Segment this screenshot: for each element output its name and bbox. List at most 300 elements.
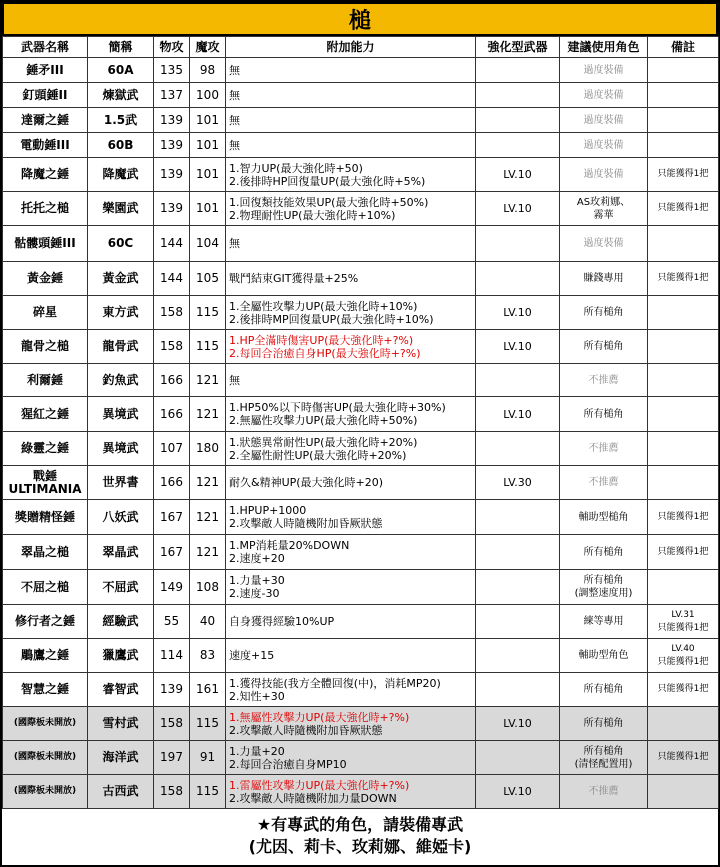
enhanced-level: LV.10 <box>476 775 560 809</box>
ability <box>226 58 476 83</box>
mag-atk: 121 <box>190 535 226 570</box>
mag-atk: 100 <box>190 83 226 108</box>
weapon-name-line: 骷髏頭錘III <box>14 236 76 250</box>
weapon-name <box>3 500 88 535</box>
ability <box>226 570 476 605</box>
mag-atk: 91 <box>190 741 226 775</box>
note-line: 只能獲得1把 <box>657 203 709 213</box>
note-line: 只能獲得1把 <box>657 546 709 557</box>
ability-line: 1.MP消耗量20%DOWN <box>229 539 350 552</box>
mag-atk: 115 <box>190 707 226 741</box>
footer-note <box>2 809 718 863</box>
enhanced-level <box>476 133 560 158</box>
weapon-name <box>3 639 88 673</box>
recommended-line: 過度裝備 <box>583 169 624 180</box>
recommended <box>560 296 648 330</box>
ability-line: 無 <box>229 373 240 387</box>
weapon-name <box>3 364 88 397</box>
weapon-name <box>3 226 88 262</box>
ability <box>226 364 476 397</box>
header-abbr: 簡稱 <box>88 37 154 58</box>
weapon-name-line: 黃金錘 <box>26 271 63 285</box>
ability-line: 2.速度+20 <box>229 552 285 565</box>
weapon-abbr: 1.5武 <box>88 108 154 133</box>
ability <box>226 330 476 364</box>
recommended <box>560 58 648 83</box>
note <box>648 775 719 809</box>
phys-atk: 137 <box>154 83 190 108</box>
ability-line: 1.力量+30 <box>229 574 285 587</box>
ability <box>226 158 476 192</box>
phys-atk: 139 <box>154 133 190 158</box>
recommended <box>560 192 648 226</box>
table-row <box>3 296 719 330</box>
recommended-line: 不推薦 <box>588 477 619 488</box>
weapon-abbr: 雪村武 <box>88 707 154 741</box>
note <box>648 108 719 133</box>
ability <box>226 605 476 639</box>
ability-line: 2.每回合治癒自身MP10 <box>229 757 347 771</box>
header-enhanced: 強化型武器 <box>476 37 560 58</box>
table-row <box>3 83 719 108</box>
weapon-name <box>3 605 88 639</box>
recommended <box>560 775 648 809</box>
phys-atk: 167 <box>154 500 190 535</box>
enhanced-level <box>476 535 560 570</box>
ability-line: 速度+15 <box>229 649 275 662</box>
ability-line: 自身獲得經驗10%UP <box>229 615 335 628</box>
weapon-abbr: 龍骨武 <box>88 330 154 364</box>
note <box>648 226 719 262</box>
ability-line: 2.攻擊敵人時隨機附加力量DOWN <box>229 791 397 805</box>
note <box>648 535 719 570</box>
ability-line: 2.物理耐性UP(最大強化時+10%) <box>229 208 396 222</box>
weapon-name <box>3 133 88 158</box>
enhanced-level <box>476 500 560 535</box>
recommended <box>560 262 648 296</box>
weapon-abbr: 60C <box>88 226 154 262</box>
note <box>648 673 719 707</box>
recommended <box>560 83 648 108</box>
weapon-name <box>3 673 88 707</box>
recommended-line: 過度裝備 <box>583 139 624 151</box>
recommended-line: 所有槌角 <box>583 307 624 318</box>
weapon-name <box>3 83 88 108</box>
note-line: 只能獲得1把 <box>657 656 709 667</box>
weapon-abbr: 八妖武 <box>88 500 154 535</box>
ability-line: 1.狀態異常耐性UP(最大強化時+20%) <box>229 435 418 449</box>
recommended-line: 所有槌角 <box>583 575 624 586</box>
ability-line: 2.後排時HP回復量UP(最大強化時+5%) <box>229 174 426 188</box>
weapon-name <box>3 741 88 775</box>
mag-atk: 121 <box>190 397 226 432</box>
note <box>648 639 719 673</box>
enhanced-level: LV.10 <box>476 296 560 330</box>
header-mag-atk: 魔攻 <box>190 37 226 58</box>
ability-line: 無 <box>229 113 240 127</box>
phys-atk: 135 <box>154 58 190 83</box>
mag-atk: 101 <box>190 133 226 158</box>
phys-atk: 158 <box>154 330 190 364</box>
note <box>648 330 719 364</box>
recommended <box>560 330 648 364</box>
ability <box>226 639 476 673</box>
ability-line: 1.HP全滿時傷害UP(最大強化時+?%) <box>229 333 414 347</box>
ability-line: 2.知性+30 <box>229 689 285 703</box>
table-row <box>3 673 719 707</box>
note <box>648 364 719 397</box>
phys-atk: 166 <box>154 466 190 500</box>
weapon-name-line: 托托之槌 <box>20 201 69 215</box>
recommended <box>560 707 648 741</box>
note <box>648 262 719 296</box>
recommended-line: 不推薦 <box>588 443 619 454</box>
mag-atk: 121 <box>190 364 226 397</box>
weapon-abbr: 60B <box>88 133 154 158</box>
enhanced-level <box>476 605 560 639</box>
enhanced-level <box>476 741 560 775</box>
enhanced-level: LV.10 <box>476 192 560 226</box>
enhanced-level <box>476 639 560 673</box>
recommended <box>560 741 648 775</box>
header-phys-atk: 物攻 <box>154 37 190 58</box>
weapon-name-line: 綠靈之錘 <box>20 441 69 455</box>
mag-atk: 83 <box>190 639 226 673</box>
enhanced-level: LV.10 <box>476 397 560 432</box>
mag-atk: 101 <box>190 158 226 192</box>
table-row <box>3 432 719 466</box>
ability <box>226 535 476 570</box>
mag-atk: 115 <box>190 775 226 809</box>
note <box>648 741 719 775</box>
table-row <box>3 226 719 262</box>
mag-atk: 101 <box>190 192 226 226</box>
footer-line-1: ★有專武的角色，請裝備專武 <box>256 815 464 834</box>
recommended-line: 輔助型角色 <box>578 650 629 661</box>
weapon-name <box>3 397 88 432</box>
weapon-name <box>3 262 88 296</box>
phys-atk: 107 <box>154 432 190 466</box>
ability-line: 1.無屬性攻擊力UP(最大強化時+?%) <box>229 710 410 724</box>
enhanced-level <box>476 364 560 397</box>
note-line: LV.31 <box>671 609 695 620</box>
note-line: 只能獲得1把 <box>657 684 709 694</box>
mag-atk: 104 <box>190 226 226 262</box>
note <box>648 500 719 535</box>
weapon-table <box>2 36 719 809</box>
ability <box>226 397 476 432</box>
recommended-line: 所有槌角 <box>583 684 624 695</box>
ability-line: 1.HP50%以下時傷害UP(最大強化時+30%) <box>229 401 446 414</box>
ability-line: 1.HPUP+1000 <box>229 504 307 517</box>
weapon-abbr: 獵鷹武 <box>88 639 154 673</box>
weapon-name <box>3 775 88 809</box>
note <box>648 58 719 83</box>
ability <box>226 133 476 158</box>
header-recommended: 建議使用角色 <box>560 37 648 58</box>
enhanced-level <box>476 108 560 133</box>
table-row <box>3 397 719 432</box>
note <box>648 432 719 466</box>
table-row <box>3 500 719 535</box>
recommended-line: 所有槌角 <box>583 718 624 729</box>
enhanced-level <box>476 83 560 108</box>
ability <box>226 500 476 535</box>
note-line: LV.40 <box>671 643 695 654</box>
weapon-abbr: 世界書 <box>88 466 154 500</box>
ability <box>226 775 476 809</box>
weapon-abbr: 釣魚武 <box>88 364 154 397</box>
mag-atk: 98 <box>190 58 226 83</box>
ability-line: 2.無屬性攻擊力UP(最大強化時+50%) <box>229 414 418 427</box>
recommended-line: 輔助型槌角 <box>578 511 629 523</box>
note <box>648 605 719 639</box>
mag-atk: 115 <box>190 330 226 364</box>
phys-atk: 55 <box>154 605 190 639</box>
footer-line-2: (尤因、莉卡、玫莉娜、維婭卡) <box>248 837 472 856</box>
phys-atk: 139 <box>154 158 190 192</box>
phys-atk: 144 <box>154 226 190 262</box>
table-row <box>3 330 719 364</box>
ability <box>226 226 476 262</box>
enhanced-level <box>476 58 560 83</box>
enhanced-level: LV.10 <box>476 158 560 192</box>
weapon-abbr: 睿智武 <box>88 673 154 707</box>
weapon-sheet <box>2 2 718 865</box>
recommended-line: 所有槌角 <box>583 745 624 757</box>
ability <box>226 707 476 741</box>
enhanced-level: LV.10 <box>476 707 560 741</box>
phys-atk: 139 <box>154 673 190 707</box>
recommended-line: 賺錢專用 <box>583 273 624 284</box>
phys-atk: 149 <box>154 570 190 605</box>
ability <box>226 262 476 296</box>
ability <box>226 192 476 226</box>
recommended-line: AS玫莉娜、 <box>576 196 631 208</box>
enhanced-level <box>476 432 560 466</box>
mag-atk: 108 <box>190 570 226 605</box>
table-body <box>3 58 719 809</box>
weapon-abbr: 不屈武 <box>88 570 154 605</box>
table-row <box>3 775 719 809</box>
table-row <box>3 639 719 673</box>
weapon-name <box>3 466 88 500</box>
weapon-name-line: 翠晶之槌 <box>20 544 69 559</box>
ability-line: 無 <box>229 138 240 152</box>
table-row <box>3 570 719 605</box>
mag-atk: 105 <box>190 262 226 296</box>
ability-line: 1.雷屬性攻擊力UP(最大強化時+?%) <box>229 778 410 792</box>
recommended-line: 所有槌角 <box>583 546 624 558</box>
weapon-name-line: 龍骨之槌 <box>20 339 69 353</box>
recommended <box>560 133 648 158</box>
weapon-abbr: 樂園武 <box>88 192 154 226</box>
enhanced-level <box>476 570 560 605</box>
note <box>648 296 719 330</box>
weapon-name-line: 戰錘 <box>32 468 57 483</box>
weapon-name <box>3 535 88 570</box>
recommended-line: 所有槌角 <box>583 408 624 420</box>
recommended <box>560 466 648 500</box>
note <box>648 570 719 605</box>
ability-line: 無 <box>229 88 240 102</box>
weapon-name <box>3 108 88 133</box>
note <box>648 466 719 500</box>
weapon-abbr: 降魔武 <box>88 158 154 192</box>
ability-line: 2.後排時MP回復量UP(最大強化時+10%) <box>229 312 434 326</box>
table-row <box>3 605 719 639</box>
mag-atk: 180 <box>190 432 226 466</box>
ability <box>226 466 476 500</box>
weapon-name-line: 降魔之錘 <box>20 167 69 181</box>
table-row <box>3 58 719 83</box>
recommended <box>560 432 648 466</box>
note <box>648 192 719 226</box>
phys-atk: 158 <box>154 707 190 741</box>
ability-line: 2.速度-30 <box>229 587 280 600</box>
weapon-abbr: 黃金武 <box>88 262 154 296</box>
ability-line: 2.每回合治癒自身HP(最大強化時+?%) <box>229 346 421 360</box>
table-row <box>3 133 719 158</box>
weapon-abbr: 異境武 <box>88 397 154 432</box>
recommended <box>560 605 648 639</box>
ability-line: 戰鬥結束GIT獲得量+25% <box>229 272 359 285</box>
ability <box>226 296 476 330</box>
ability-line: 1.回復類技能效果UP(最大強化時+50%) <box>229 195 429 209</box>
weapon-name-line: 利爾錘 <box>26 372 63 387</box>
ability <box>226 83 476 108</box>
note <box>648 83 719 108</box>
recommended-line: (調整速度用) <box>574 588 633 599</box>
enhanced-level <box>476 262 560 296</box>
weapon-name-line: 電動錘III <box>20 137 70 152</box>
weapon-name-line: 釘頭錘II <box>22 87 68 102</box>
table-header <box>3 37 719 58</box>
recommended <box>560 535 648 570</box>
weapon-name-line: 不屈之槌 <box>20 579 69 594</box>
table-row <box>3 262 719 296</box>
recommended-line: 不推薦 <box>588 786 619 797</box>
recommended <box>560 397 648 432</box>
recommended <box>560 108 648 133</box>
recommended-line: 過度裝備 <box>583 114 624 126</box>
phys-atk: 139 <box>154 108 190 133</box>
recommended-line: 所有槌角 <box>583 341 624 352</box>
weapon-abbr: 海洋武 <box>88 741 154 775</box>
enhanced-level: LV.30 <box>476 466 560 500</box>
recommended-line: 霧華 <box>593 209 614 221</box>
ability-line: 耐久&精神UP(最大強化時+20) <box>229 476 384 489</box>
note-line: 只能獲得1把 <box>657 511 709 522</box>
weapon-name-line: 修行者之錘 <box>14 614 75 628</box>
phys-atk: 167 <box>154 535 190 570</box>
table-row <box>3 192 719 226</box>
weapon-name-line: (國際板未開放) <box>13 786 77 796</box>
page-title: 槌 <box>2 2 718 36</box>
weapon-abbr: 60A <box>88 58 154 83</box>
weapon-name <box>3 330 88 364</box>
weapon-name-line: (國際板未開放) <box>13 718 77 728</box>
table-row <box>3 707 719 741</box>
weapon-name <box>3 296 88 330</box>
mag-atk: 161 <box>190 673 226 707</box>
recommended <box>560 570 648 605</box>
note <box>648 158 719 192</box>
weapon-name-line: 碎星 <box>32 305 57 319</box>
ability-line: 無 <box>229 237 240 250</box>
note-line: 只能獲得1把 <box>657 273 709 283</box>
ability-line: 1.全屬性攻擊力UP(最大強化時+10%) <box>229 299 418 313</box>
ability <box>226 432 476 466</box>
weapon-name-line: (國際板未開放) <box>13 752 77 762</box>
phys-atk: 166 <box>154 397 190 432</box>
enhanced-level: LV.10 <box>476 330 560 364</box>
phys-atk: 158 <box>154 296 190 330</box>
note-line: 只能獲得1把 <box>657 752 709 762</box>
recommended-line: 過度裝備 <box>583 64 624 76</box>
weapon-abbr: 異境武 <box>88 432 154 466</box>
note <box>648 133 719 158</box>
note-line: 只能獲得1把 <box>657 622 709 633</box>
weapon-name-line: 達爾之錘 <box>20 112 69 127</box>
note <box>648 397 719 432</box>
weapon-abbr: 煉獄武 <box>88 83 154 108</box>
note <box>648 707 719 741</box>
ability-line: 2.攻擊敵人時隨機附加昏厥狀態 <box>229 517 383 530</box>
phys-atk: 166 <box>154 364 190 397</box>
weapon-abbr: 翠晶武 <box>88 535 154 570</box>
weapon-abbr: 東方武 <box>88 296 154 330</box>
recommended <box>560 364 648 397</box>
table-row <box>3 741 719 775</box>
recommended <box>560 673 648 707</box>
recommended <box>560 639 648 673</box>
table-row <box>3 108 719 133</box>
mag-atk: 121 <box>190 500 226 535</box>
weapon-name <box>3 570 88 605</box>
weapon-name-line: 智慧之錘 <box>20 682 69 696</box>
enhanced-level <box>476 226 560 262</box>
weapon-name-line: ULTIMANIA <box>8 481 82 496</box>
weapon-name-line: 鵰鷹之錘 <box>20 648 69 662</box>
weapon-name-line: 錘矛III <box>26 62 64 77</box>
header-ability: 附加能力 <box>226 37 476 58</box>
recommended-line: (清怪配置用) <box>574 758 633 770</box>
weapon-name <box>3 192 88 226</box>
weapon-abbr: 古西武 <box>88 775 154 809</box>
ability-line: 2.全屬性耐性UP(最大強化時+20%) <box>229 448 407 462</box>
weapon-name <box>3 432 88 466</box>
note-line: 只能獲得1把 <box>657 169 709 179</box>
weapon-name <box>3 707 88 741</box>
weapon-abbr: 經驗武 <box>88 605 154 639</box>
recommended-line: 練等專用 <box>583 616 624 627</box>
mag-atk: 115 <box>190 296 226 330</box>
header-weapon-name: 武器名稱 <box>3 37 88 58</box>
phys-atk: 197 <box>154 741 190 775</box>
weapon-name <box>3 158 88 192</box>
table-row <box>3 535 719 570</box>
recommended <box>560 158 648 192</box>
phys-atk: 144 <box>154 262 190 296</box>
header-notes: 備註 <box>648 37 719 58</box>
phys-atk: 114 <box>154 639 190 673</box>
ability-line: 1.力量+20 <box>229 744 285 758</box>
ability-line: 1.獲得技能(我方全體回復(中)，消耗MP20) <box>229 676 441 690</box>
weapon-name-line: 猩紅之錘 <box>20 406 69 421</box>
mag-atk: 121 <box>190 466 226 500</box>
recommended-line: 過度裝備 <box>583 238 624 249</box>
